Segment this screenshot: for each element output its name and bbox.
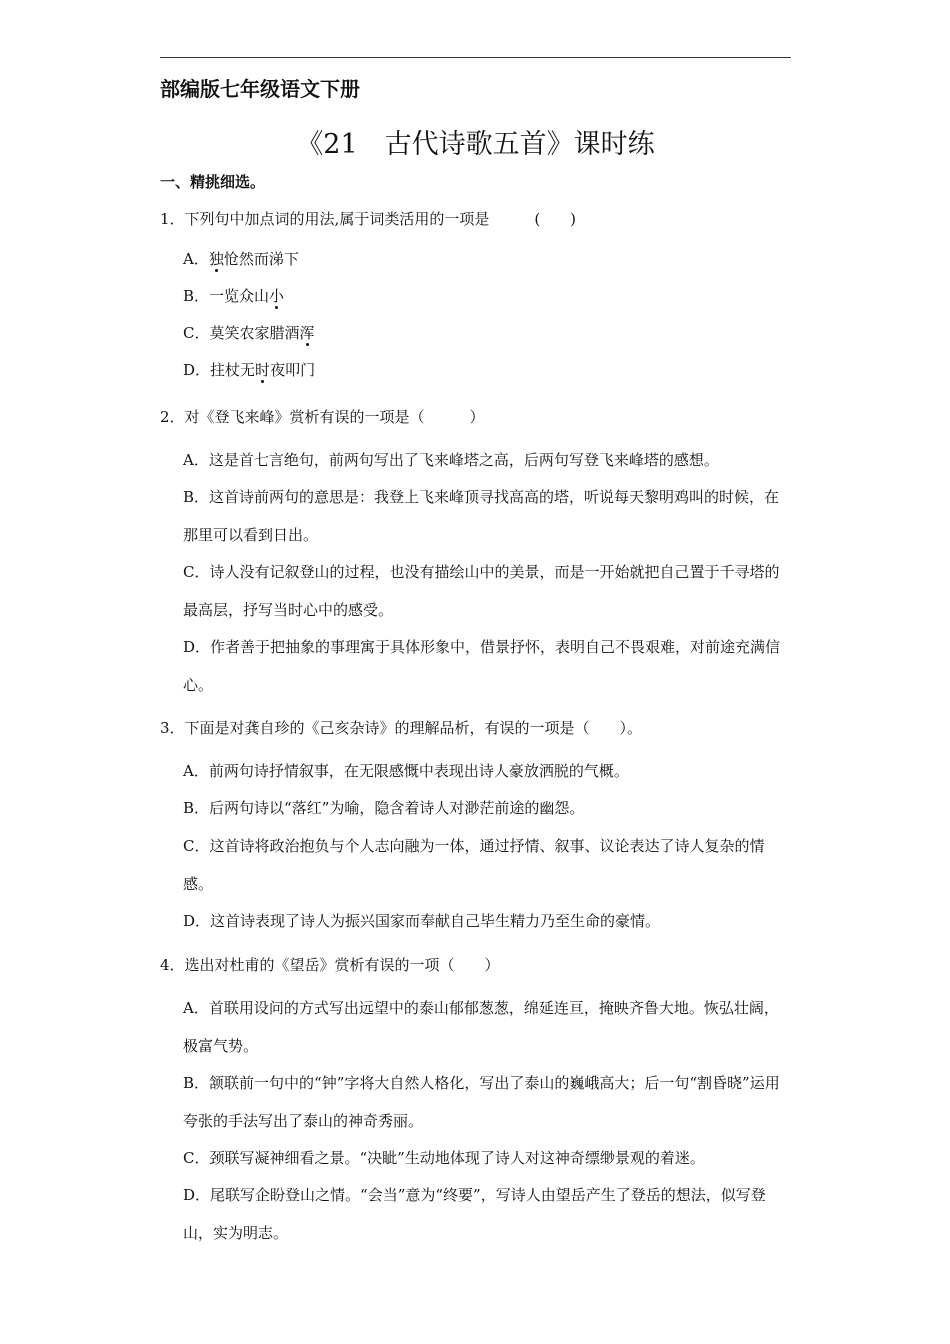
option-text: 首联用设问的方式写出远望中的泰山郁郁葱葱，绵延连亘，掩映齐鲁大地。恢弘壮阔，极富气势。: [183, 999, 779, 1055]
option-text: 颈联写凝神细看之景。“决眦”生动地体现了诗人对这神奇缥缈景观的着迷。: [209, 1149, 705, 1167]
option-text: 前两句诗抒情叙事，在无限感慨中表现出诗人豪放洒脱的气概。: [208, 762, 629, 780]
q3-option-d[interactable]: [183, 903, 791, 941]
option-text: 拄杖无: [210, 361, 256, 379]
question-4-stem: 4．选出对杜甫的《望岳》赏析有误的一项（ ）: [160, 956, 500, 974]
option-label: A．: [183, 762, 209, 780]
option-text: 后两句诗以“落红”为喻，隐含着诗人对渺茫前途的幽怨。: [209, 799, 585, 817]
option-label: A．: [183, 451, 209, 469]
q2-option-c[interactable]: [183, 554, 791, 629]
option-text: 作者善于把抽象的事理寓于具体形象中，借景抒怀，表明自己不畏艰难，对前途充满信心。: [183, 638, 781, 694]
option-text: 夜叩门: [270, 361, 316, 379]
dotted-word: 小: [269, 287, 285, 305]
option-label: D．: [183, 361, 211, 379]
option-text: 诗人没有记叙登山的过程，也没有描绘山中的美景，而是一开始就把自己置于千寻塔的最高层，抒写当时心中的感受。: [183, 563, 780, 619]
q4-option-b[interactable]: [183, 1065, 791, 1140]
q4-option-d[interactable]: [183, 1177, 791, 1252]
q2-option-b[interactable]: [183, 479, 791, 554]
option-text: 一览众山: [209, 287, 270, 305]
header-rule: [160, 57, 791, 58]
question-3-stem: 3．下面是对龚自珍的《己亥杂诗》的理解品析，有误的一项是（ ）。: [160, 719, 643, 737]
q1-option-b[interactable]: [183, 278, 791, 316]
q4-option-a[interactable]: [183, 990, 791, 1065]
dotted-word: 独: [208, 250, 224, 268]
option-text: 这首诗前两句的意思是：我登上飞来峰顶寻找高高的塔，听说每天黎明鸡叫的时候，在那里可以看到日出。: [183, 488, 780, 544]
q1-option-c[interactable]: [183, 315, 791, 353]
q3-option-b[interactable]: [183, 790, 791, 828]
q2-option-d[interactable]: [183, 629, 791, 704]
option-label: C．: [183, 1149, 210, 1167]
q4-option-c[interactable]: [183, 1140, 791, 1178]
document-subtitle: 部编版七年级语文下册: [160, 77, 360, 101]
option-text: 莫笑农家腊酒: [209, 324, 300, 342]
dotted-word: 浑: [299, 324, 315, 342]
q3-option-c[interactable]: [183, 828, 791, 903]
q1-option-a[interactable]: [183, 241, 791, 279]
q3-option-a[interactable]: [183, 753, 791, 791]
option-text: 尾联写企盼登山之情。“会当”意为“终要”，写诗人由望岳产生了登岳的想法，似写登山，实为明志。: [183, 1186, 766, 1242]
option-label: C．: [183, 837, 210, 855]
option-text: 这首诗将政治抱负与个人志向融为一体，通过抒情、叙事、议论表达了诗人复杂的情感。: [183, 837, 765, 893]
document-title: 《21 古代诗歌五首》课时练: [296, 129, 655, 160]
option-label: D．: [183, 1186, 211, 1204]
option-text: 这首诗表现了诗人为振兴国家而奉献自己毕生精力乃至生命的豪情。: [210, 912, 661, 930]
option-label: B．: [183, 287, 210, 305]
question-2-stem: 2．对《登飞来峰》赏析有误的一项是（ ）: [160, 408, 485, 426]
option-label: D．: [183, 912, 211, 930]
question-1-stem: 1．下列句中加点词的用法,属于词类活用的一项是 ( ): [160, 210, 577, 228]
option-text: 这是首七言绝句，前两句写出了飞来峰塔之高，后两句写登飞来峰塔的感想。: [208, 451, 719, 469]
option-label: B．: [183, 488, 210, 506]
option-label: B．: [183, 1074, 210, 1092]
option-label: A．: [183, 999, 209, 1017]
option-label: C．: [183, 563, 210, 581]
option-label: A．: [183, 250, 209, 268]
section-heading: 一、精挑细选。: [160, 173, 266, 191]
option-text: 怆然而涕下: [223, 250, 299, 268]
option-label: C．: [183, 324, 210, 342]
q2-option-a[interactable]: [183, 442, 791, 480]
option-text: 颔联前一句中的“钟”字将大自然人格化，写出了泰山的巍峨高大；后一句“割昏晓”运用夸张的手法写出了泰山的神奇秀丽。: [183, 1074, 780, 1130]
q1-option-d[interactable]: [183, 352, 791, 390]
option-label: D．: [183, 638, 211, 656]
dotted-word: 时: [255, 361, 271, 379]
option-label: B．: [183, 799, 210, 817]
